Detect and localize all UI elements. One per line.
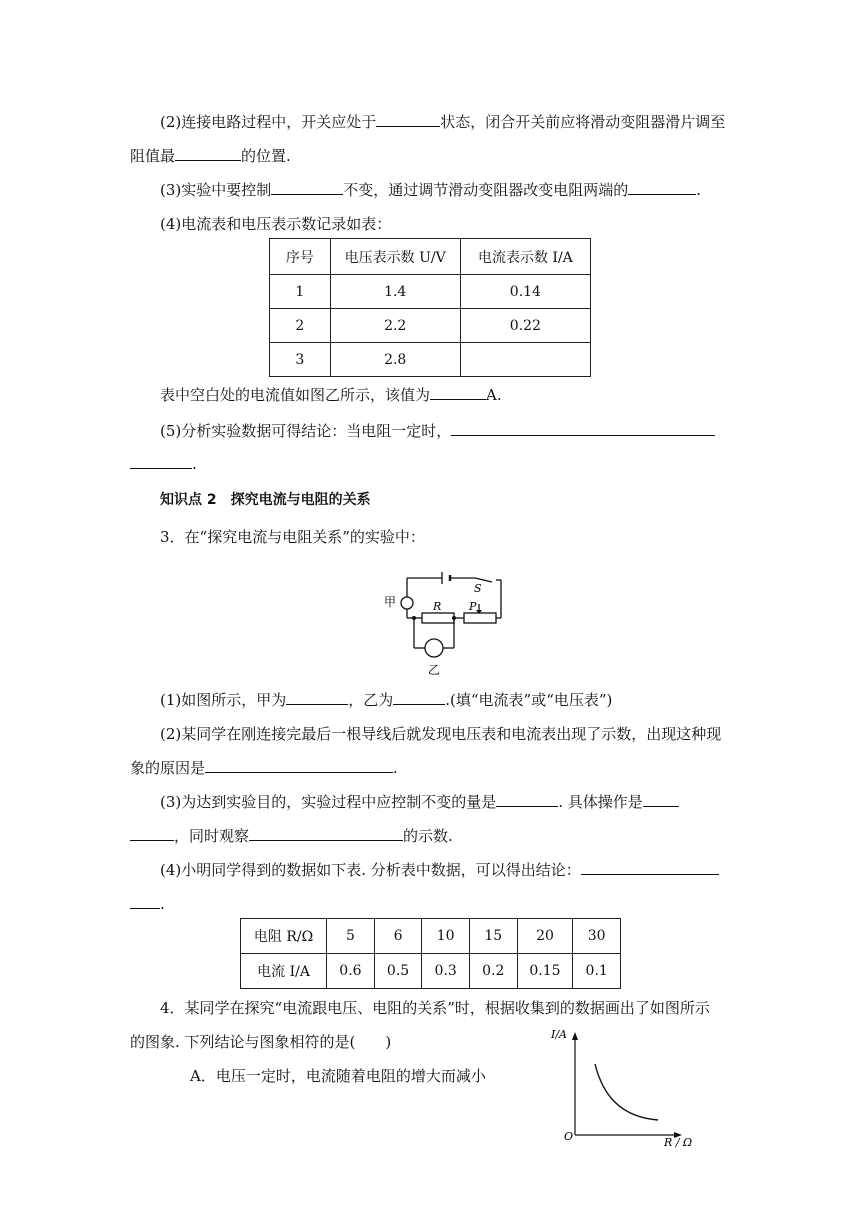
q2-part3-blank-change[interactable] <box>628 180 696 195</box>
q2-part5-end: . <box>192 455 197 473</box>
q3-part4-line1 <box>160 860 719 880</box>
label-s: S <box>474 582 482 595</box>
q3-part1-line <box>160 690 612 710</box>
table-header-cell: 序号 <box>270 239 331 275</box>
table-cell: 1.4 <box>330 275 460 309</box>
q2-blank-note-text-a: 表中空白处的电流值如图乙所示，该值为 <box>160 386 431 404</box>
label-yi: 乙 <box>428 663 441 677</box>
q3-part3-text-c: ，同时观察 <box>174 827 250 845</box>
q2-part3-blank-control[interactable] <box>271 180 343 195</box>
table-row <box>270 309 591 343</box>
q3-part1-text-a: (1)如图所示，甲为 <box>160 691 287 709</box>
q2-part2-blank-resistance[interactable] <box>175 146 241 161</box>
q3-part1-text-c: .(填“电流表”或“电压表”) <box>445 691 613 709</box>
q3-part2-line2 <box>130 758 398 778</box>
table-row <box>270 275 591 309</box>
q2-part2-text-b: 状态，闭合开关前应将滑动变阻器滑片调至 <box>440 113 726 131</box>
q2-part5-text: (5)分析实验数据可得结论：当电阻一定时， <box>160 422 452 440</box>
q2-blank-note-line <box>160 385 502 405</box>
junction-dot-left <box>412 616 416 620</box>
q4-graph <box>548 1022 698 1152</box>
q3-part4-blank-conclusion[interactable] <box>581 860 719 875</box>
q2-part3-text-b: 不变，通过调节滑动变阻器改变电阻两端的 <box>343 181 629 199</box>
table-cell: 0.22 <box>460 309 590 343</box>
q3-part3-text-d: 的示数. <box>403 827 453 845</box>
q4-stem-line1: 4．某同学在探究“电流跟电压、电阻的关系”时，根据收集到的数据画出了如图所示 <box>160 999 710 1017</box>
table-cell: 0.14 <box>460 275 590 309</box>
q2-part2-text-d: 的位置. <box>241 147 291 165</box>
q3-part1-text-b: ，乙为 <box>348 691 394 709</box>
q2-part5-blank-conclusion-cont[interactable] <box>130 454 192 469</box>
q2-part5-line2 <box>130 454 197 474</box>
q4-option-a[interactable]: A．电压一定时，电流随着电阻的增大而减小 <box>190 1067 486 1085</box>
q3-part4-line2 <box>130 894 165 914</box>
table-cell: 20 <box>517 919 573 954</box>
graph-y-label: I/A <box>551 1028 567 1041</box>
q3-part1-blank-jia[interactable] <box>286 690 348 705</box>
q3-part1-blank-yi[interactable] <box>393 690 445 705</box>
q3-part3-blank-control[interactable] <box>496 792 558 807</box>
q3-part2-text-c: . <box>393 759 398 777</box>
table-cell: 0.15 <box>517 954 573 989</box>
label-r: R <box>433 600 442 613</box>
q4-stem-line2: 的图象. 下列结论与图象相符的是( ) <box>130 1033 392 1051</box>
table-cell: 3 <box>270 343 331 377</box>
q3-part4-text-a: (4)小明同学得到的数据如下表. 分析表中数据，可以得出结论： <box>160 861 581 879</box>
table-cell: 15 <box>470 919 518 954</box>
q2-part4-text: (4)电流表和电压表示数记录如表： <box>160 215 392 233</box>
table-cell: 1 <box>270 275 331 309</box>
q3-part3-blank-operation[interactable] <box>643 792 679 807</box>
q3-part3-text-a: (3)为达到实验目的，实验过程中应控制不变的量是 <box>160 793 497 811</box>
table-header-cell: 电压表示数 U/V <box>330 239 460 275</box>
table-cell: 30 <box>573 919 621 954</box>
table-header-cell: 电阻 R/Ω <box>241 919 327 954</box>
junction-dot-right <box>452 616 456 620</box>
table-cell: 10 <box>422 919 470 954</box>
table-cell: 0.6 <box>327 954 375 989</box>
q2-part2-text-a: (2)连接电路过程中，开关应处于 <box>160 113 377 131</box>
meter-jia-circle <box>401 597 413 609</box>
table-cell: 0.5 <box>374 954 422 989</box>
table-cell: 2 <box>270 309 331 343</box>
meter-yi-circle <box>425 639 443 657</box>
table-cell: 2.2 <box>330 309 460 343</box>
table-header-row <box>270 239 591 275</box>
q3-part3-blank-observe[interactable] <box>249 826 403 841</box>
q3-data-table <box>240 918 621 989</box>
table-cell-empty[interactable] <box>460 343 590 377</box>
y-axis-arrow <box>572 1032 578 1040</box>
table-cell: 0.3 <box>422 954 470 989</box>
table-cell: 6 <box>374 919 422 954</box>
q3-part3-line2 <box>130 826 453 846</box>
q3-part3-blank-operation-cont[interactable] <box>130 826 174 841</box>
table-cell: 0.2 <box>470 954 518 989</box>
table-cell: 0.1 <box>573 954 621 989</box>
graph-curve <box>595 1064 658 1120</box>
q2-part4-line <box>160 214 391 234</box>
label-jia: 甲 <box>384 595 397 609</box>
q2-part5-line1 <box>160 421 715 441</box>
q3-stem: 3．在“探究电流与电阻关系”的实验中： <box>160 528 425 546</box>
graph-origin-label: O <box>564 1130 574 1143</box>
label-p: P <box>469 600 477 613</box>
table-cell: 5 <box>327 919 375 954</box>
q2-part3-line <box>160 180 701 200</box>
q3-part2-blank-reason[interactable] <box>205 758 393 773</box>
q3-part2-text-b: 象的原因是 <box>130 759 206 777</box>
q3-part3-text-b: . 具体操作是 <box>558 793 643 811</box>
q3-part3-line1 <box>160 792 679 812</box>
q2-part3-text-a: (3)实验中要控制 <box>160 181 272 199</box>
q2-blank-current-value[interactable] <box>430 385 486 400</box>
table-row <box>241 954 621 989</box>
q2-data-table <box>269 238 591 377</box>
q3-circuit-diagram <box>380 566 520 676</box>
q2-part2-blank-state[interactable] <box>376 112 440 127</box>
table-header-cell: 电流 I/A <box>241 954 327 989</box>
q2-part5-blank-conclusion[interactable] <box>451 421 715 436</box>
q2-part3-text-c: . <box>696 181 702 199</box>
q2-part2-line2 <box>130 146 291 166</box>
q3-part4-text-b: . <box>160 895 165 913</box>
q3-part4-blank-conclusion-cont[interactable] <box>130 894 160 909</box>
q2-part2-line1 <box>160 112 725 132</box>
table-row <box>241 919 621 954</box>
table-row <box>270 343 591 377</box>
q2-part2-text-c: 阻值最 <box>130 147 176 165</box>
table-cell: 2.8 <box>330 343 460 377</box>
graph-x-label: R / Ω <box>664 1136 693 1149</box>
q3-part2-line1 <box>160 724 721 744</box>
q3-part2-text-a: (2)某同学在刚连接完最后一根导线后就发现电压表和电流表出现了示数，出现这种现 <box>160 725 722 743</box>
q2-blank-note-text-b: A. <box>486 386 502 404</box>
section-title: 知识点 2 探究电流与电阻的关系 <box>160 492 371 508</box>
table-header-cell: 电流表示数 I/A <box>460 239 590 275</box>
